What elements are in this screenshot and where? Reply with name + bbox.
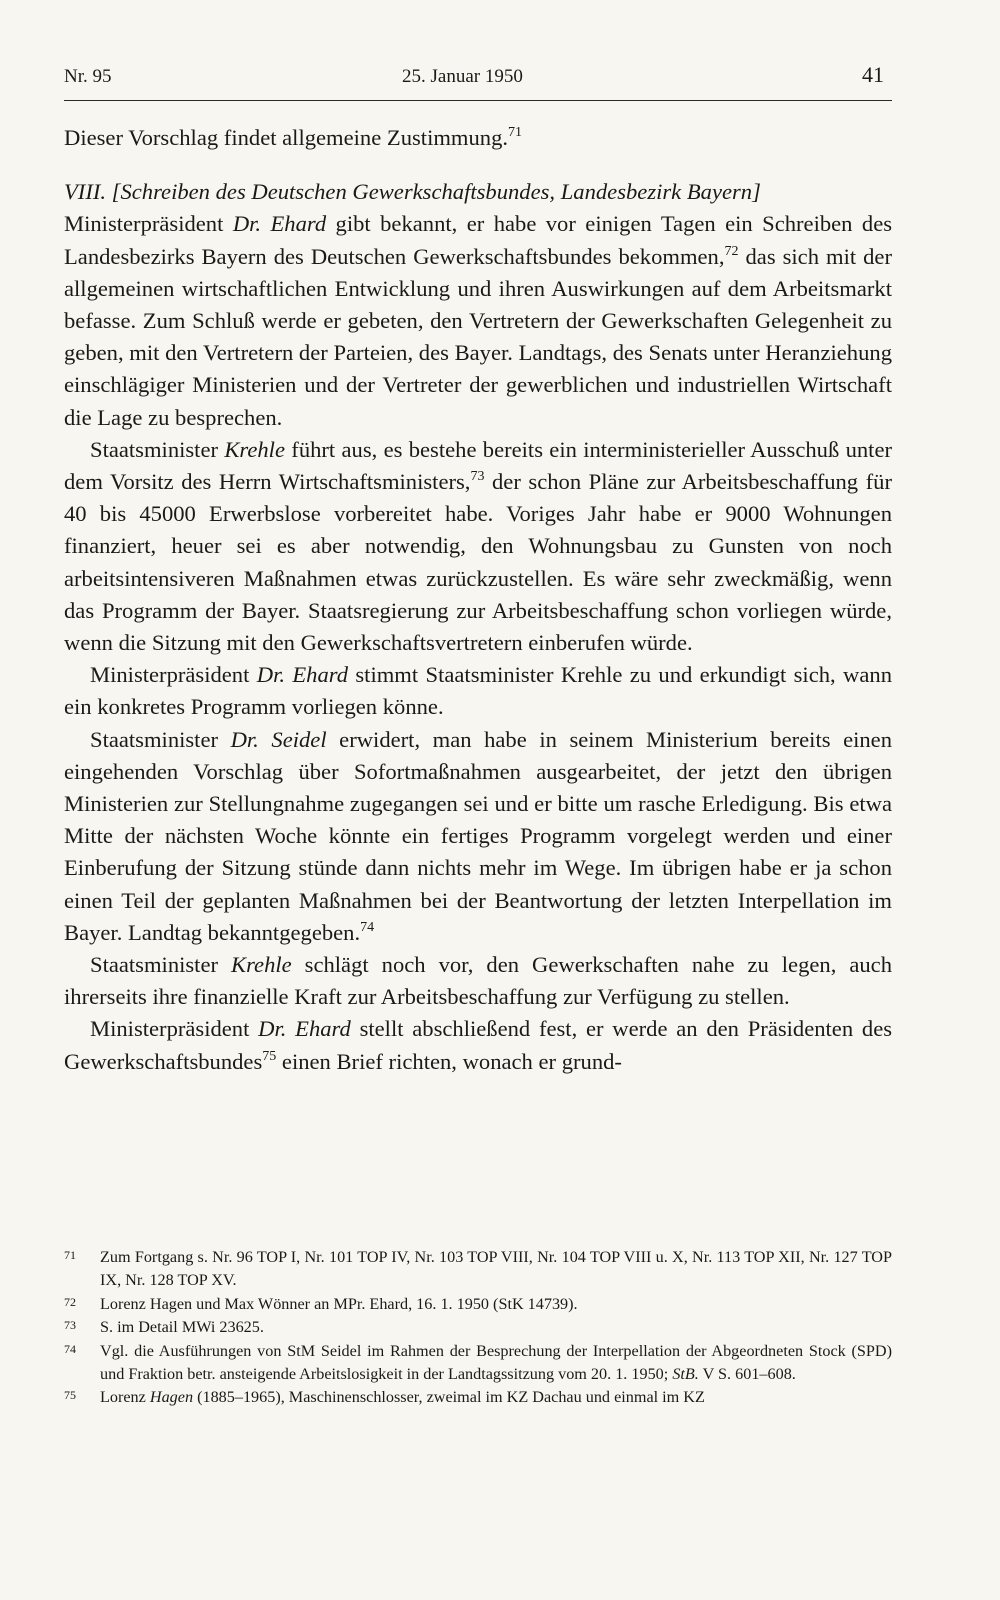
session-date: 25. Januar 1950 xyxy=(402,66,523,87)
footnote-number: 74 xyxy=(64,1341,76,1356)
footnote: 74 Vgl. die Ausführungen von StM Seidel im Rahmen der Besprechung der Interpellation der Abgeordneten Stock (SPD) und Fraktion betr. ansteigende Arbeitslosigkeit in der Landtagssitzung vom 20. 1. 1950; StB. V S. 601–608. xyxy=(64,1340,892,1387)
paragraph: Ministerpräsident Dr. Ehard gibt bekannt, er habe vor einigen Tagen ein Schreiben des Landesbezirks Bayern des Deutschen Gewerkschaftsbundes bekommen,$^{72}$ das sich mit der allgemeinen wirtschaftlichen Entwicklung und ihren Auswirkungen auf dem Arbeitsmarkt befasse. Zum Schluß werde er gebeten, den Vertretern der Gewerkschaften Gelegenheit zu geben, mit den Vertretern der Parteien, des Bayer. Landtags, des Senats unter Heranziehung einschlägiger Ministerien und der Vertreter der gewerblichen und industriellen Wirtschaft die Lage zu besprechen. xyxy=(64,211,893,430)
paragraph: Staatsminister Krehle führt aus, es bestehe bereits ein interministerieller Ausschuß unter dem Vorsitz des Herrn Wirtschaftsministers,$^{73}$ der schon Pläne zur Arbeitsbeschaffung für 40 bis 45000 Erwerbslose vorbereitet habe. Voriges Jahr habe er 9000 Wohnungen finanziert, heuer sei es aber notwendig, den Wohnungsbau zu Gunsten von noch arbeitsintensiveren Maßnahmen etwas zurückzustellen. Es wäre sehr zweckmäßig, wenn das Programm der Bayer. Staatsregierung zur Arbeitsbeschaffung schon vorliegen würde, wenn die Sitzung mit den Gewerkschaftsvertretern einberufen würde. xyxy=(64,436,893,656)
footnote: 72 Lorenz Hagen und Max Wönner an MPr. Ehard, 16. 1. 1950 (StK 14739). xyxy=(64,1293,892,1316)
footnote-ref[interactable]: 73 xyxy=(470,469,485,485)
paragraph: Staatsminister Dr. Seidel erwidert, man habe in seinem Ministerium bereits einen eingehenden Vorschlag über Sofortmaßnahmen ausgearbeitet, der jetzt den übrigen Ministerien zur Stellungnahme zugegangen sei und er bitte um rasche Erledigung. Bis etwa Mitte der nächsten Woche könnte ein fertiges Programm vorgelegt werden und einer Einberufung der Sitzung stünde dann nichts mehr im Wege. Im übrigen habe er ja schon einen Teil der geplanten Maßnahmen bei der Beantwortung der letzten Interpellation im Bayer. Landtag bekanntgegeben.$^{74}$ xyxy=(64,726,893,945)
speaker-name: Dr. Ehard xyxy=(232,211,327,237)
footnote: 71 Zum Fortgang s. Nr. 96 TOP I, Nr. 101 TOP IV, Nr. 103 TOP VIII, Nr. 104 TOP VIII u. X, Nr. 113 TOP XII, Nr. 127 TOP IX, Nr. 128 TOP XV. xyxy=(64,1246,892,1293)
footnote-number: 75 xyxy=(64,1388,76,1403)
speaker-name: Krehle xyxy=(224,436,285,462)
footnote-number: 73 xyxy=(64,1318,76,1333)
footnote-ref[interactable]: 74 xyxy=(360,919,375,935)
footnote-ref[interactable]: 75 xyxy=(262,1048,277,1064)
section-heading: VIII. [Schreiben des Deutschen Gewerkschaftsbundes, Landesbezirk Bayern] xyxy=(64,179,761,205)
speaker-name: Krehle xyxy=(231,952,292,978)
running-header xyxy=(64,60,892,101)
footnote-number: 71 xyxy=(64,1248,76,1262)
paragraph: Ministerpräsident Dr. Ehard stellt abschließend fest, er werde an den Präsidenten des Gewerkschaftsbundes$^{75}$ einen Brief richten, wonach er grund- xyxy=(64,1016,893,1074)
speaker-name: Dr. Ehard xyxy=(258,1016,351,1042)
document-number: Nr. 95 xyxy=(64,66,112,87)
paragraph: Staatsminister Krehle schlägt noch vor, den Gewerkschaften nahe zu legen, auch ihrerseits ihre finanzielle Kraft zur Arbeitsbeschaffung zur Verfügung zu stellen. xyxy=(64,952,892,1010)
paragraph: Ministerpräsident Dr. Ehard stimmt Staatsminister Krehle zu und erkundigt sich, wann ein konkretes Programm vorliegen könne. xyxy=(64,662,892,720)
footnote-number: 72 xyxy=(64,1294,76,1309)
paragraph: Dieser Vorschlag findet allgemeine Zustimmung.$^{71}$ xyxy=(64,125,523,150)
page-number: 41 xyxy=(862,62,884,87)
main-text xyxy=(64,122,892,1078)
footnote: 75 Lorenz Hagen (1885–1965), Maschinenschlosser, zweimal im KZ Dachau und einmal im KZ xyxy=(64,1386,892,1409)
footnote: 73 S. im Detail MWi 23625. xyxy=(64,1316,892,1339)
footnote-ref[interactable]: 71 xyxy=(508,125,523,140)
footnotes xyxy=(64,1246,892,1410)
speaker-name: Dr. Seidel xyxy=(230,726,327,752)
footnote-ref[interactable]: 72 xyxy=(724,243,739,259)
speaker-name: Dr. Ehard xyxy=(256,662,349,688)
